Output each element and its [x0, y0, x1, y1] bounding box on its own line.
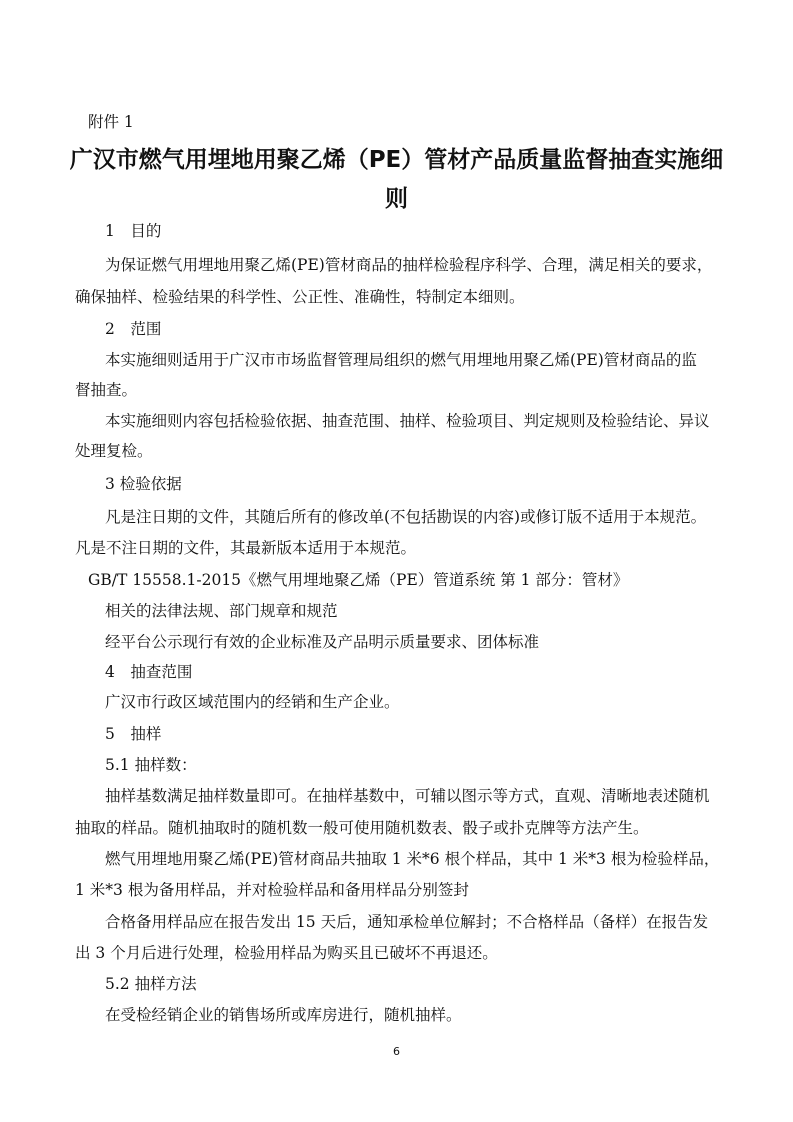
paragraph-line: 燃气用埋地用聚乙烯(PE)管材商品共抽取 1 米*6 根个样品，其中 1 米*3 根为检验样品，: [105, 850, 720, 868]
section-heading-purpose: 1 目的: [105, 222, 162, 240]
document-title-line-1: 广汉市燃气用埋地用聚乙烯（PE）管材产品质量监督抽查实施细: [69, 147, 724, 173]
paragraph-line: 凡是注日期的文件，其随后所有的修改单(不包括勘误的内容)或修订版不适用于本规范。: [105, 508, 707, 526]
paragraph-line: 本实施细则适用于广汉市市场监督管理局组织的燃气用埋地用聚乙烯(PE)管材商品的监: [105, 351, 697, 369]
paragraph-line: 督抽查。: [75, 381, 138, 399]
paragraph-line: 为保证燃气用埋地用聚乙烯(PE)管材商品的抽样检验程序科学、合理，满足相关的要求，: [105, 256, 713, 274]
page-number: 6: [393, 1045, 400, 1058]
section-heading-sampling: 5 抽样: [105, 725, 162, 743]
paragraph-line: 确保抽样、检验结果的科学性、公正性、准确性，特制定本细则。: [75, 288, 525, 306]
paragraph-line: 1 米*3 根为备用样品，并对检验样品和备用样品分别签封: [75, 881, 469, 899]
document-title-line-2: 则: [385, 186, 408, 212]
paragraph-line: 相关的法律法规、部门规章和规范: [105, 602, 338, 620]
subsection-heading: 5.1 抽样数：: [105, 756, 197, 774]
section-heading-basis: 3 检验依据: [105, 475, 182, 493]
section-heading-coverage: 4 抽查范围: [105, 663, 193, 681]
section-heading-scope: 2 范围: [105, 320, 162, 338]
paragraph-line: 抽样基数满足抽样数量即可。在抽样基数中，可辅以图示等方式，直观、清晰地表述随机: [105, 787, 710, 805]
paragraph-line: 凡是不注日期的文件，其最新版本适用于本规范。: [75, 539, 417, 557]
paragraph-line: 合格备用样品应在报告发出 15 天后，通知承检单位解封；不合格样品（备样）在报告发: [105, 913, 709, 931]
paragraph-line: 处理复检。: [75, 442, 153, 460]
paragraph-line: 出 3 个月后进行处理，检验用样品为购买且已破坏不再退还。: [75, 944, 498, 962]
paragraph-line: 在受检经销企业的销售场所或库房进行，随机抽样。: [105, 1006, 462, 1024]
paragraph-line: 广汉市行政区域范围内的经销和生产企业。: [105, 693, 400, 711]
subsection-heading: 5.2 抽样方法: [105, 975, 197, 993]
attachment-label: 附件 1: [88, 113, 134, 131]
standard-reference: GB/T 15558.1-2015《燃气用埋地聚乙烯（PE）管道系统 第 1 部分：管材》: [88, 571, 629, 589]
paragraph-line: 抽取的样品。随机抽取时的随机数一般可使用随机数表、骰子或扑克牌等方法产生。: [75, 819, 649, 837]
paragraph-line: 本实施细则内容包括检验依据、抽查范围、抽样、检验项目、判定规则及检验结论、异议: [105, 412, 710, 430]
paragraph-line: 经平台公示现行有效的企业标准及产品明示质量要求、团体标准: [105, 633, 540, 651]
